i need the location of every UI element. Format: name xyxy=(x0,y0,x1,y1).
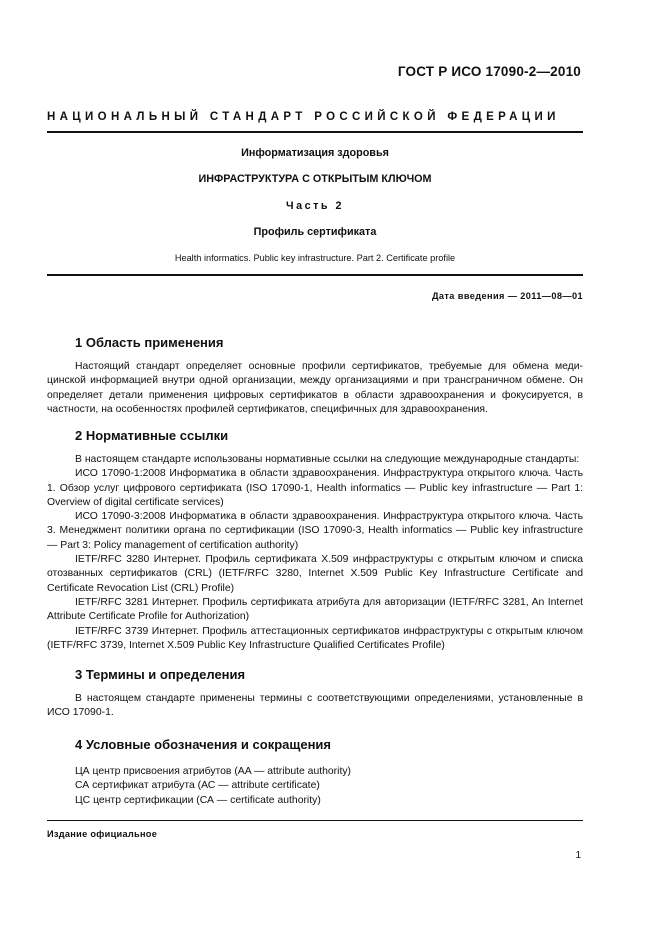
introduction-date: Дата введения — 2011—08—01 xyxy=(431,291,583,301)
page-number: 1 xyxy=(575,850,581,861)
main-title: ИНФРАСТРУКТУРА С ОТКРЫТЫМ КЛЮЧОМ xyxy=(198,173,432,185)
section-3-paragraph: В настоящем стандарте применены термины с соответствующими определениями, установленные в ИСО 17090-1. xyxy=(47,693,583,719)
title-rule xyxy=(47,274,583,276)
abbreviation-item: ЦС центр сертификации (СА — certificate authority) xyxy=(75,794,321,806)
english-title: Health informatics. Public key infrastructure. Part 2. Certificate profile xyxy=(174,253,456,263)
abbreviation-item: ЦА центр присвоения атрибутов (AA — attribute authority) xyxy=(75,766,351,777)
section-3-title: 3 Термины и определения xyxy=(75,667,246,682)
subject-title: Информатизация здоровья xyxy=(241,147,389,159)
section-1-paragraph: Настоящий стандарт определяет основные профили сертификатов, требуемые для обмена медицинской информацией внутри одной организации, между организациями и при трансграничном обмене. Он определяет детали применения цифровых сертификатов в области здравоохранения и фокусируется, в частности, на особенностях профилей сертификатов, специфичных для здравоохранения. xyxy=(47,361,583,415)
section-2-intro: В настоящем стандарте использованы нормативные ссылки на следующие международные стандарты: xyxy=(75,454,580,465)
section-3-body xyxy=(47,692,583,721)
abbreviations-list xyxy=(75,765,351,808)
footer-rule xyxy=(47,820,583,821)
subtitle: Профиль сертификата xyxy=(253,226,377,238)
section-1-body xyxy=(47,360,583,417)
document-code: ГОСТ Р ИСО 17090-2—2010 xyxy=(397,64,581,79)
section-4-title: 4 Условные обозначения и сокращения xyxy=(75,737,332,752)
national-standard-banner: НАЦИОНАЛЬНЫЙ СТАНДАРТ РОССИЙСКОЙ ФЕДЕРАЦИИ xyxy=(47,111,560,123)
abbreviation-item: СА сертификат атрибута (АС — attribute certificate) xyxy=(75,780,320,792)
reference-item: IETF/RFC 3281 Интернет. Профиль сертификата атрибута для авторизации (IETF/RFC 3281, An Internet Attribute Certificate Profile for Authorization) xyxy=(47,596,583,623)
reference-item: ИСО 17090-3:2008 Информатика в области здравоохранения. Инфраструктура открытого ключа. Часть 3. Менеджмент политики органа по сертификации (ISO 17090-3, Health informatics — Public key infrastructure — Part 3: Policy management of certification authority) xyxy=(47,511,583,551)
reference-item: IETF/RFC 3739 Интернет. Профиль аттестационных сертификатов инфраструктуры с открытым ключом (IETF/RFC 3739, Internet X.509 Public Key Infrastructure Qualified Certificates Profile) xyxy=(47,625,583,651)
header-rule xyxy=(47,131,583,133)
part-title: Часть 2 xyxy=(285,200,345,212)
section-2-body xyxy=(47,453,583,653)
edition-label: Издание официальное xyxy=(47,829,158,839)
section-1-title: 1 Область применения xyxy=(75,335,224,350)
reference-item: ИСО 17090-1:2008 Информатика в области здравоохранения. Инфраструктура открытого ключа. Часть 1. Обзор услуг цифрового сертификата (ISO 17090-1, Health informatics — Public key infrastructure — Part 1: Overview of digital certificate services) xyxy=(47,468,583,508)
section-2-title: 2 Нормативные ссылки xyxy=(75,428,229,443)
reference-item: IETF/RFC 3280 Интернет. Профиль сертификата X.509 инфраструктуры с открытым ключом и списка отозванных сертификатов (CRL) (IETF/RFC 3280, Internet X.509 Public Key Infrastructure Certificate and Certificate Revocation List (CRL) Profile) xyxy=(47,554,583,594)
